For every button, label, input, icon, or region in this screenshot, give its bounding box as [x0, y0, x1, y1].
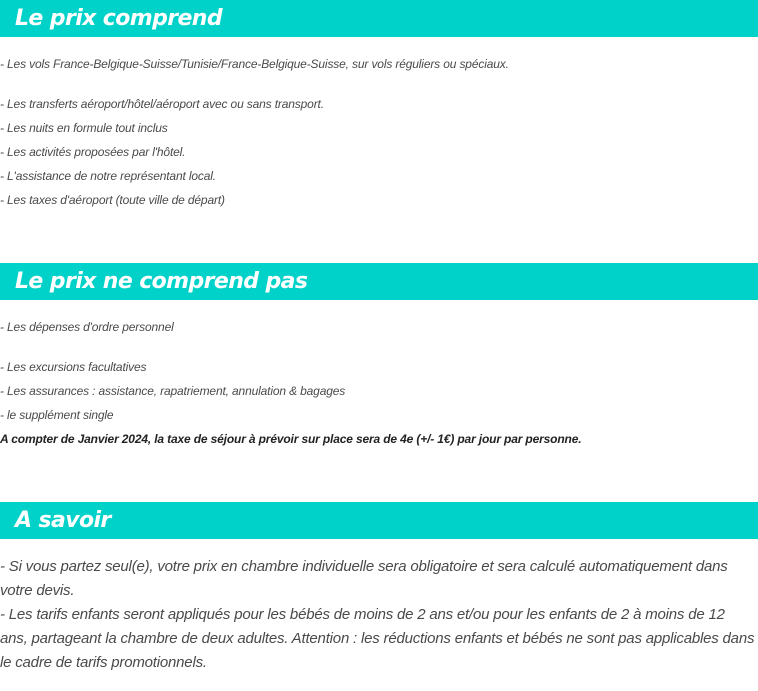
info-paragraph-child-rates: - Les tarifs enfants seront appliqués pour les bébés de moins de 2 ans et/ou pour les enfants de 2 à moins de 12 ans, partageant la chambre de deux adultes. Attention : les réductions enfants et bébés ne sont pas applicables dans le cadre de tarifs promotionnels. — [0, 606, 755, 671]
excluded-item-excursions: - Les excursions facultatives — [0, 360, 147, 374]
section-title-a-savoir: A savoir — [0, 502, 758, 539]
section-title-le-prix-ne-comprend-pas: Le prix ne comprend pas — [0, 263, 758, 300]
info-paragraph-single-room: - Si vous partez seul(e), votre prix en chambre individuelle sera obligatoire et sera calculé automatiquement dans votre devis. — [0, 558, 728, 599]
included-item-assistance: - L'assistance de notre représentant local. — [0, 169, 216, 183]
included-item-nights: - Les nuits en formule tout inclus — [0, 121, 168, 135]
tourist-tax-note: A compter de Janvier 2024, la taxe de séjour à prévoir sur place sera de 4e (+/- 1€) par jour par personne. — [0, 432, 582, 446]
included-item-transfers: - Les transferts aéroport/hôtel/aéroport avec ou sans transport. — [0, 97, 324, 111]
included-item-flights: - Les vols France-Belgique-Suisse/Tunisie/France-Belgique-Suisse, sur vols réguliers ou spéciaux. — [0, 57, 509, 71]
excluded-item-personal-expenses: - Les dépenses d'ordre personnel — [0, 320, 174, 334]
included-item-activities: - Les activités proposées par l'hôtel. — [0, 145, 186, 159]
included-item-airport-taxes: - Les taxes d'aéroport (toute ville de départ) — [0, 193, 225, 207]
excluded-item-insurance: - Les assurances : assistance, rapatriement, annulation & bagages — [0, 384, 346, 398]
excluded-item-single-supplement: - le supplément single — [0, 408, 114, 422]
section-title-le-prix-comprend: Le prix comprend — [0, 0, 758, 37]
